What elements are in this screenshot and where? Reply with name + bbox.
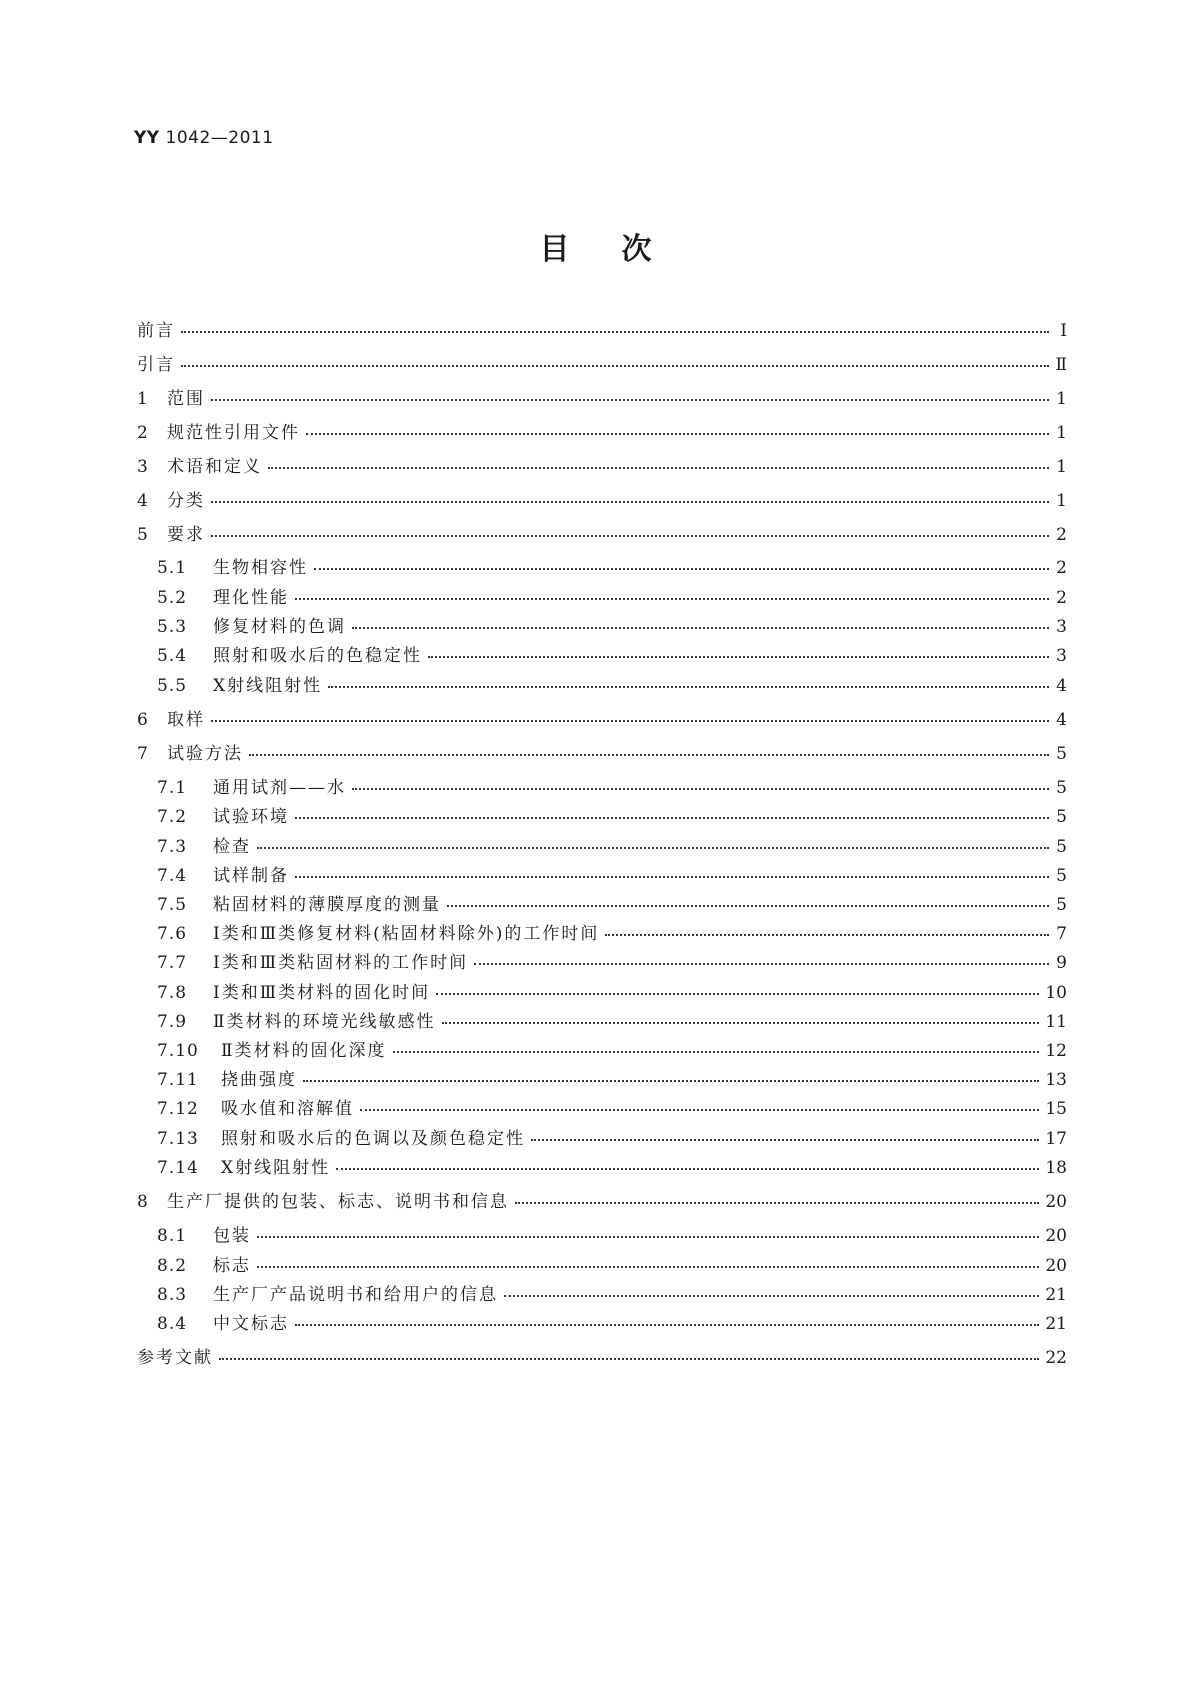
- toc-entry[interactable]: [137, 1189, 1067, 1215]
- toc-entry-number: 7: [137, 744, 149, 764]
- toc-entry-label: Ⅰ类和Ⅲ类修复材料(粘固材料除外)的工作时间: [213, 924, 600, 944]
- toc-entry-label: 吸水值和溶解值: [221, 1099, 354, 1119]
- toc-entry-label: 前言: [137, 321, 175, 341]
- toc-entry-number: 8.2: [157, 1256, 188, 1276]
- toc-entry-label: Ⅰ类和Ⅲ类粘固材料的工作时间: [213, 953, 469, 973]
- toc-entry[interactable]: [157, 804, 1067, 830]
- dot-leader: [181, 330, 1049, 333]
- toc-entry-number: 5.3: [157, 617, 188, 637]
- dot-leader: [306, 432, 1049, 435]
- toc-entry-number: 7.10: [157, 1041, 199, 1061]
- toc-entry-page: 17: [1045, 1129, 1067, 1149]
- dot-leader: [295, 875, 1049, 878]
- toc-entry[interactable]: [157, 1253, 1067, 1279]
- toc-entry[interactable]: [137, 318, 1067, 344]
- dot-leader: [474, 962, 1049, 965]
- toc-entry-page: 2: [1056, 525, 1067, 545]
- dot-leader: [211, 719, 1049, 722]
- dot-leader: [211, 534, 1049, 537]
- toc-entry-number: 7.4: [157, 866, 188, 886]
- toc-entry-label: 检查: [213, 837, 251, 857]
- toc-entry-number: 7.14: [157, 1158, 199, 1178]
- toc-entry-label: 理化性能: [213, 588, 289, 608]
- toc-entry-label: 挠曲强度: [221, 1070, 297, 1090]
- dot-leader: [211, 500, 1049, 503]
- dot-leader: [181, 364, 1049, 367]
- toc-entry-page: 1: [1056, 457, 1067, 477]
- toc-entry-page: 9: [1056, 953, 1067, 973]
- toc-entry-page: 21: [1045, 1285, 1067, 1305]
- toc-entry-number: 7.1: [157, 778, 188, 798]
- toc-entry-number: 7.7: [157, 953, 188, 973]
- toc-entry-label: 照射和吸水后的色调以及颜色稳定性: [221, 1129, 525, 1149]
- page-title: 目次: [539, 232, 704, 267]
- toc-entry[interactable]: [157, 1223, 1067, 1249]
- toc-entry-page: 20: [1045, 1256, 1067, 1276]
- toc-entry-number: 6: [137, 710, 149, 730]
- toc-entry-number: 7.2: [157, 807, 188, 827]
- toc-entry-page: 11: [1045, 1012, 1067, 1032]
- toc-entry-page: 4: [1056, 710, 1067, 730]
- toc-entry-number: 7.11: [157, 1070, 199, 1090]
- toc-entry[interactable]: [137, 488, 1067, 514]
- toc-entry-label: 引言: [137, 355, 175, 375]
- toc-entry-page: 10: [1045, 983, 1067, 1003]
- toc-entry-page: 21: [1045, 1314, 1067, 1334]
- toc-entry-page: 1: [1056, 423, 1067, 443]
- toc-entry-label: 取样: [167, 710, 205, 730]
- toc-entry-page: 1: [1056, 491, 1067, 511]
- toc-entry-page: 2: [1056, 558, 1067, 578]
- toc-entry-page: 1: [1056, 389, 1067, 409]
- toc-entry-number: 2: [137, 423, 149, 443]
- dot-leader: [336, 1167, 1039, 1170]
- toc-entry-label: 修复材料的色调: [213, 617, 346, 637]
- toc-entry-number: 7.13: [157, 1129, 199, 1149]
- toc-entry[interactable]: [137, 420, 1067, 446]
- toc-entry-page: 20: [1045, 1192, 1067, 1212]
- toc-entry-page: 18: [1045, 1158, 1067, 1178]
- toc-entry-number: 4: [137, 491, 149, 511]
- dot-leader: [504, 1294, 1039, 1297]
- toc-entry[interactable]: [157, 614, 1067, 640]
- toc-entry-page: 7: [1056, 924, 1067, 944]
- toc-entry[interactable]: [157, 1311, 1067, 1337]
- toc-entry-label: 生产厂提供的包装、标志、说明书和信息: [167, 1192, 509, 1212]
- dot-leader: [257, 1235, 1039, 1238]
- toc-entry[interactable]: [157, 555, 1067, 581]
- toc-entry[interactable]: [137, 522, 1067, 548]
- toc-entry-number: 7.5: [157, 895, 188, 915]
- toc-entry-label: 生物相容性: [213, 558, 308, 578]
- dot-leader: [257, 846, 1049, 849]
- toc-entry-page: 13: [1045, 1070, 1067, 1090]
- dot-leader: [219, 1357, 1039, 1360]
- dot-leader: [249, 753, 1049, 756]
- dot-leader: [515, 1201, 1039, 1204]
- toc-entry-number: 5.2: [157, 588, 188, 608]
- toc-entry-page: 3: [1056, 646, 1067, 666]
- toc-entry-label: 粘固材料的薄膜厚度的测量: [213, 895, 441, 915]
- toc-entry[interactable]: [157, 921, 1067, 947]
- toc-entry-page: Ⅱ: [1055, 355, 1067, 375]
- toc-entry-page: 22: [1045, 1348, 1067, 1368]
- toc-entry[interactable]: [157, 892, 1067, 918]
- dot-leader: [295, 816, 1049, 819]
- toc-entry-page: 20: [1045, 1226, 1067, 1246]
- toc-entry-page: 2: [1056, 588, 1067, 608]
- toc-entry[interactable]: [157, 585, 1067, 611]
- toc-entry[interactable]: [137, 386, 1067, 412]
- toc-entry-label: 照射和吸水后的色稳定性: [213, 646, 422, 666]
- toc-entry[interactable]: [157, 1009, 1067, 1035]
- toc-entry-number: 1: [137, 389, 149, 409]
- toc-entry-label: 包装: [213, 1226, 251, 1246]
- toc-entry-label: 标志: [213, 1256, 251, 1276]
- dot-leader: [428, 655, 1049, 658]
- toc-entry[interactable]: [157, 1038, 1067, 1064]
- dot-leader: [295, 597, 1049, 600]
- toc-entry-number: 5.4: [157, 646, 188, 666]
- toc-entry-page: 5: [1056, 778, 1067, 798]
- toc-entry-number: 3: [137, 457, 149, 477]
- toc-entry-number: 8: [137, 1192, 149, 1212]
- toc-entry-label: 范围: [167, 389, 205, 409]
- toc-entry[interactable]: [157, 1155, 1067, 1181]
- toc-entry[interactable]: [137, 741, 1067, 767]
- dot-leader: [295, 1323, 1039, 1326]
- toc-entry[interactable]: [157, 1096, 1067, 1122]
- dot-leader: [360, 1108, 1039, 1111]
- toc-entry-number: 7.9: [157, 1012, 188, 1032]
- dot-leader: [531, 1138, 1039, 1141]
- toc-entry-label: 试验方法: [167, 744, 243, 764]
- dot-leader: [436, 992, 1039, 995]
- toc-entry-number: 7.6: [157, 924, 188, 944]
- toc-entry-label: 术语和定义: [167, 457, 262, 477]
- toc-entry[interactable]: [157, 643, 1067, 669]
- toc-entry-label: 中文标志: [213, 1314, 289, 1334]
- toc-entry-page: 5: [1056, 837, 1067, 857]
- standard-prefix: YY: [134, 128, 160, 148]
- toc-entry[interactable]: [157, 950, 1067, 976]
- toc-entry-number: 8.3: [157, 1285, 188, 1305]
- document-code: [134, 128, 274, 148]
- standard-number: 1042—2011: [165, 128, 274, 148]
- toc-entry[interactable]: [157, 834, 1067, 860]
- toc-entry[interactable]: [157, 1126, 1067, 1152]
- toc-entry-label: 参考文献: [137, 1348, 213, 1368]
- toc-entry[interactable]: [157, 673, 1067, 699]
- dot-leader: [268, 466, 1049, 469]
- toc-entry-number: 8.1: [157, 1226, 188, 1246]
- toc-entry[interactable]: [137, 454, 1067, 480]
- toc-entry-page: Ⅰ: [1060, 321, 1067, 341]
- toc-entry-number: 5.1: [157, 558, 188, 578]
- toc-entry-label: 要求: [167, 525, 205, 545]
- toc-entry-number: 7.12: [157, 1099, 199, 1119]
- toc-entry[interactable]: [137, 707, 1067, 733]
- dot-leader: [328, 685, 1049, 688]
- toc-entry[interactable]: [157, 1067, 1067, 1093]
- dot-leader: [393, 1050, 1040, 1053]
- dot-leader: [211, 398, 1049, 401]
- toc-entry-label: 生产厂产品说明书和给用户的信息: [213, 1285, 498, 1305]
- toc-entry-label: 试验环境: [213, 807, 289, 827]
- toc-entry-number: 7.8: [157, 983, 188, 1003]
- toc-entry-number: 5: [137, 525, 149, 545]
- toc-entry-page: 3: [1056, 617, 1067, 637]
- dot-leader: [257, 1265, 1039, 1268]
- dot-leader: [442, 1021, 1040, 1024]
- toc-entry-page: 15: [1045, 1099, 1067, 1119]
- toc-entry[interactable]: [157, 1282, 1067, 1308]
- toc-entry-number: 7.3: [157, 837, 188, 857]
- toc-entry[interactable]: [137, 1345, 1067, 1371]
- toc-entry-number: 8.4: [157, 1314, 188, 1334]
- toc-entry-label: Ⅱ类材料的固化深度: [221, 1041, 387, 1061]
- toc-entry-label: 规范性引用文件: [167, 423, 300, 443]
- toc-entry-page: 12: [1045, 1041, 1067, 1061]
- dot-leader: [352, 787, 1049, 790]
- dot-leader: [605, 933, 1049, 936]
- toc-entry-label: 通用试剂——水: [213, 778, 346, 798]
- toc-entry[interactable]: [157, 863, 1067, 889]
- toc-entry-label: X射线阻射性: [221, 1158, 331, 1178]
- toc-entry-label: 试样制备: [213, 866, 289, 886]
- toc-entry[interactable]: [137, 352, 1067, 378]
- dot-leader: [314, 567, 1049, 570]
- dot-leader: [447, 904, 1049, 907]
- toc-entry-label: 分类: [167, 491, 205, 511]
- toc-entry-page: 5: [1056, 807, 1067, 827]
- dot-leader: [303, 1079, 1039, 1082]
- toc-entry-label: Ⅱ类材料的环境光线敏感性: [213, 1012, 436, 1032]
- toc-entry-label: Ⅰ类和Ⅲ类材料的固化时间: [213, 983, 431, 1003]
- toc-entry-page: 4: [1056, 676, 1067, 696]
- toc-entry-page: 5: [1056, 744, 1067, 764]
- toc-entry-page: 5: [1056, 895, 1067, 915]
- toc-entry-label: X射线阻射性: [213, 676, 323, 696]
- dot-leader: [352, 626, 1049, 629]
- toc-entry-page: 5: [1056, 866, 1067, 886]
- toc-entry[interactable]: [157, 775, 1067, 801]
- toc-entry[interactable]: [157, 980, 1067, 1006]
- toc-entry-number: 5.5: [157, 676, 188, 696]
